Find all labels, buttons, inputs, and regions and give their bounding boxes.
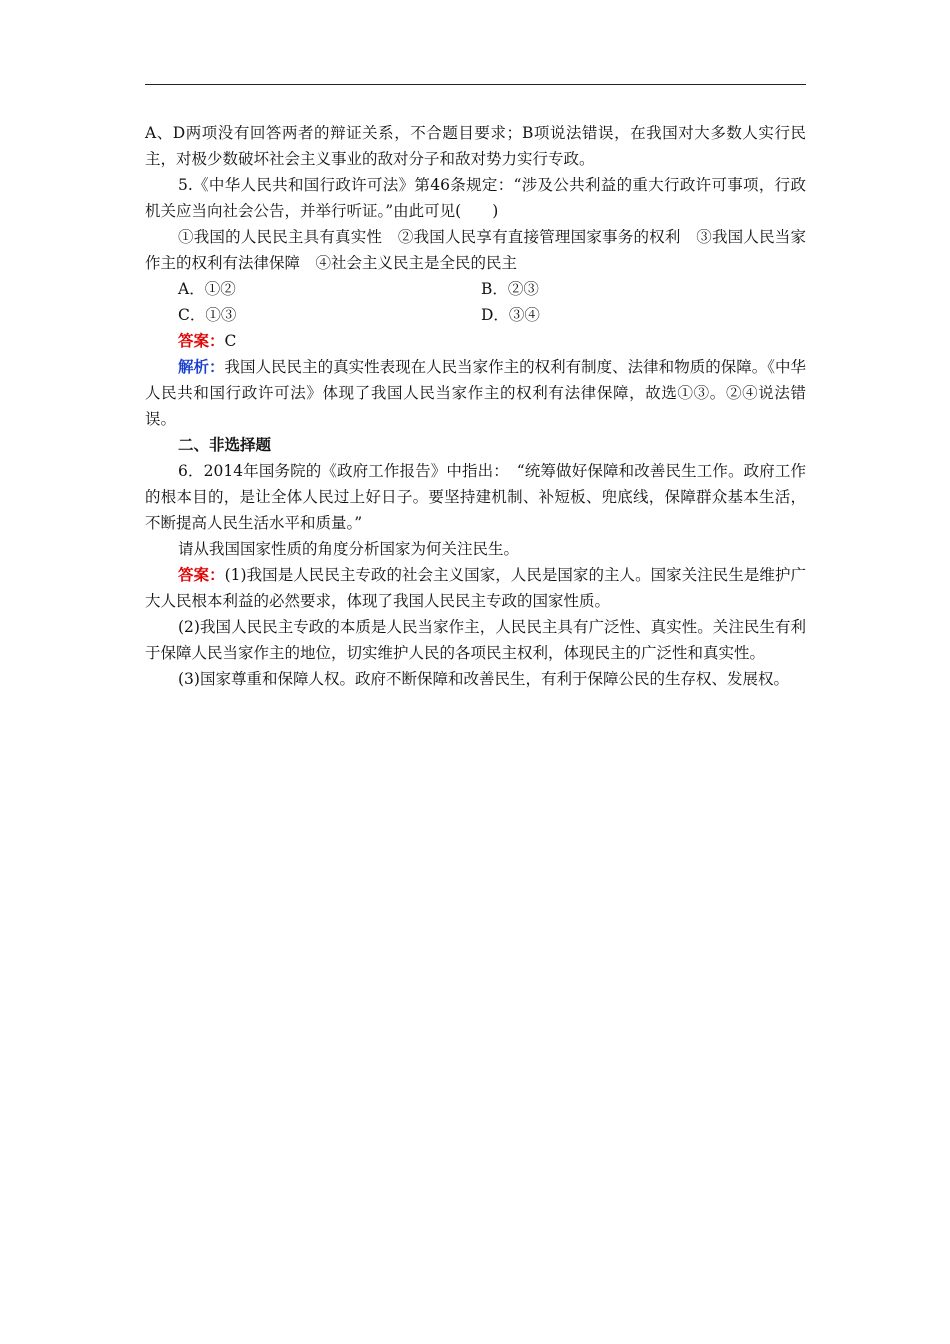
option-c: C．①③	[178, 306, 237, 324]
answer-label: 答案：	[178, 565, 225, 584]
answer-text: (1)我国是人民民主专政的社会主义国家，人民是国家的主人。国家关注民生是维护广大人民根本利益的必然要求，体现了我国人民民主专政的国家性质。	[145, 566, 806, 610]
option-d: D．③④	[481, 306, 540, 324]
option-b: B．②③	[481, 280, 539, 298]
previous-analysis: A、D两项没有回答两者的辩证关系，不合题目要求；B项说法错误，在我国对大多数人实行民主，对极少数破坏社会主义事业的敌对分子和敌对势力实行专政。	[145, 124, 806, 168]
section-heading: 二、非选择题	[178, 435, 272, 454]
question-6-answer-3: (3)国家尊重和保障人权。政府不断保障和改善民生，有利于保障公民的生存权、发展权。	[178, 670, 789, 688]
question-5-statements: ①我国的人民民主具有真实性 ②我国人民享有直接管理国家事务的权利 ③我国人民当家作主的权利有法律保障 ④社会主义民主是全民的民主	[145, 228, 806, 272]
question-6-prompt: 请从我国国家性质的角度分析国家为何关注民生。	[178, 540, 520, 558]
question-6-answer-2: (2)我国人民民主专政的本质是人民当家作主，人民民主具有广泛性、真实性。关注民生有利于保障人民当家作主的地位，切实维护人民的各项民主权利，体现民主的广泛性和真实性。	[145, 618, 806, 662]
question-5-analysis	[145, 354, 806, 432]
option-a: A．①②	[178, 280, 236, 298]
question-5-options-row-2	[145, 302, 806, 328]
analysis-label: 解析：	[178, 357, 225, 376]
question-5-stem: 5.《中华人民共和国行政许可法》第46条规定：“涉及公共利益的重大行政许可事项，行政机关应当向社会公告，并举行听证。”由此可见( )	[145, 176, 806, 220]
question-6-answer-1	[145, 562, 806, 614]
document-body	[145, 120, 806, 692]
analysis-text: 我国人民民主的真实性表现在人民当家作主的权利有制度、法律和物质的保障。《中华人民共和国行政许可法》体现了我国人民当家作主的权利有法律保障，故选①③。②④说法错误。	[145, 358, 806, 428]
answer-value: C	[224, 332, 237, 350]
header-rule	[145, 84, 806, 85]
question-5-options-row-1	[145, 276, 806, 302]
question-5-answer	[145, 328, 806, 354]
question-6-stem: 6．2014年国务院的《政府工作报告》中指出： “统筹做好保障和改善民生工作。政府工作的根本目的，是让全体人民过上好日子。要坚持建机制、补短板、兜底线，保障群众基本生活，不断提高人民生活水平和质量。”	[145, 462, 806, 532]
answer-label: 答案：	[178, 331, 225, 350]
